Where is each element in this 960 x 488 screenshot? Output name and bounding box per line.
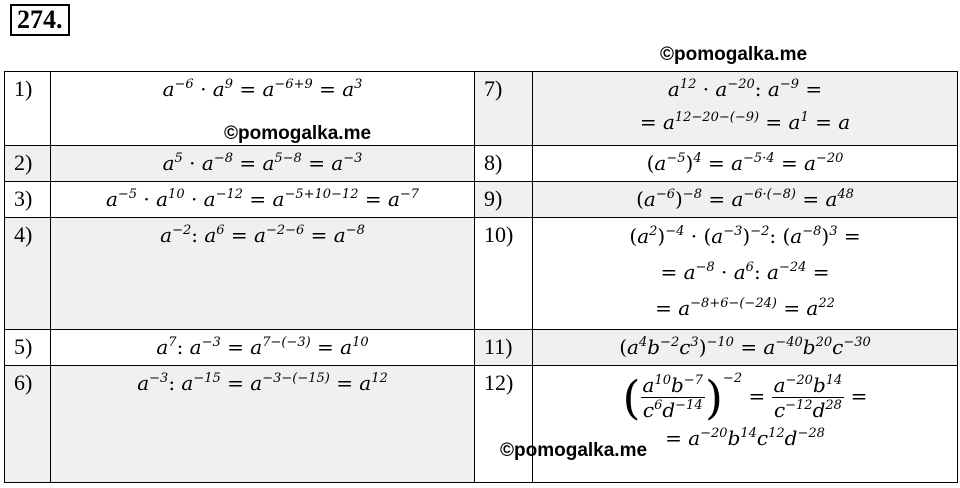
item-number: 11) — [475, 330, 533, 366]
item-number: 4) — [5, 218, 51, 330]
item-number: 7) — [475, 72, 533, 146]
formula-7: $a^{12} \cdot a^{-20}$: $a^{-9}$ = = $a^{12-20-(-9)} = a^1 = a$ — [533, 72, 958, 146]
item-number: 12) — [475, 366, 533, 483]
item-number: 10) — [475, 218, 533, 330]
item-number: 9) — [475, 182, 533, 218]
watermark: ©pomogalka.me — [500, 440, 648, 461]
formula-10: $(a^2)^{-4} \cdot (a^{-3})^{-2}$: $(a^{-8})^3$ = = $a^{-8} \cdot a^6$: $a^{-24}$ = = $a^{-8+6-(-24)} = a^{22}$ — [533, 218, 958, 330]
formula-12: ( $\frac{a^{10}b^{-7}}{c^6d^{-14}}$ )$^{-2}$ = $\frac{a^{-20}b^{14}}{c^{-12}d^{28}}$ = = $a^{-20}b^{14}c^{12}d^{-28}$ — [533, 366, 958, 483]
formula-1: $a^{-6} \cdot a^9 = a^{-6+9} = a^3$ — [51, 72, 475, 146]
table-row — [5, 330, 958, 366]
watermark: ©pomogalka.me — [660, 44, 808, 65]
formula-4: $a^{-2}$: $a^6 = a^{-2-6} = a^{-8}$ — [51, 218, 475, 330]
item-number: 6) — [5, 366, 51, 483]
formula-3: $a^{-5} \cdot a^{10} \cdot a^{-12} = a^{-5+10-12} = a^{-7}$ — [51, 182, 475, 218]
table-row — [5, 218, 958, 330]
table-row — [5, 72, 958, 146]
item-number: 8) — [475, 146, 533, 182]
item-number: 1) — [5, 72, 51, 146]
formula-5: $a^7$: $a^{-3} = a^{7-(-3)} = a^{10}$ — [51, 330, 475, 366]
item-number: 3) — [5, 182, 51, 218]
item-number: 2) — [5, 146, 51, 182]
table-row — [5, 366, 958, 483]
solutions-table — [4, 71, 958, 483]
formula-11: $(a^4b^{-2}c^3)^{-10} = a^{-40}b^{20}c^{-30}$ — [533, 330, 958, 366]
watermark: ©pomogalka.me — [224, 123, 372, 144]
item-number: 5) — [5, 330, 51, 366]
formula-2: $a^5 \cdot a^{-8} = a^{5-8} = a^{-3}$ — [51, 146, 475, 182]
formula-6: $a^{-3}$: $a^{-15} = a^{-3-(-15)} = a^{12}$ — [51, 366, 475, 483]
task-number: 274. — [10, 4, 70, 36]
table-row — [5, 146, 958, 182]
formula-8: $(a^{-5})^4 = a^{-5\cdot 4} = a^{-20}$ — [533, 146, 958, 182]
formula-9: $(a^{-6})^{-8} = a^{-6\cdot(-8)} = a^{48}$ — [533, 182, 958, 218]
table-row — [5, 182, 958, 218]
